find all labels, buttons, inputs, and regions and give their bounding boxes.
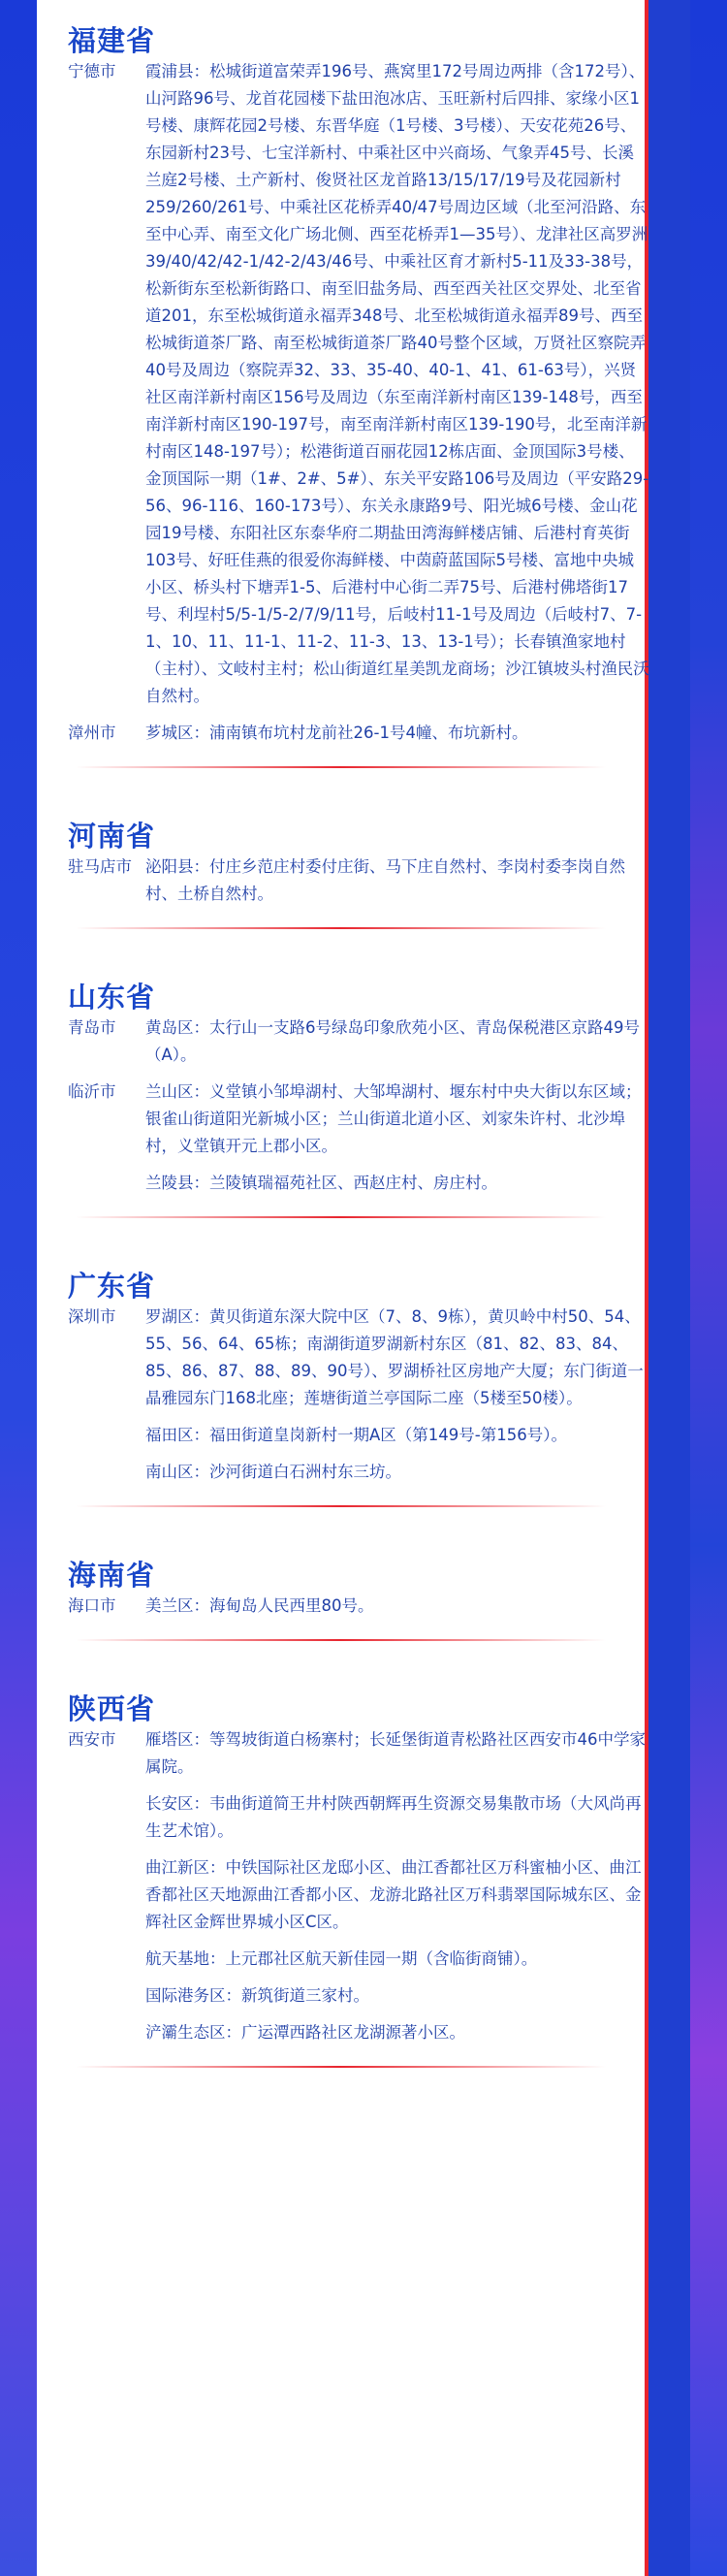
section-divider <box>76 766 606 768</box>
district-text: 泌阳县：付庄乡范庄村委付庄街、马下庄自然村、李岗村委李岗自然村、土桥自然村。 <box>145 857 625 903</box>
district-text: 芗城区：浦南镇布坑村龙前社26-1号4幢、布坑新村。 <box>145 724 528 742</box>
district-list <box>145 1079 649 1197</box>
right-background-band <box>690 0 727 2576</box>
district-text: 福田区：福田街道皇岗新村一期A区（第149号-第156号）。 <box>145 1426 567 1444</box>
district-text: 兰陵县：兰陵镇瑞福苑社区、西赵庄村、房庄村。 <box>145 1174 497 1192</box>
city-name: 深圳市 <box>68 1307 116 1326</box>
city-row <box>68 1079 645 1197</box>
section-divider <box>76 1639 606 1641</box>
district-text: 黄岛区：太行山一支路6号绿岛印象欣苑小区、青岛保税港区京路49号（A）。 <box>145 1018 640 1064</box>
province-section <box>37 795 645 929</box>
section-divider <box>76 2066 606 2068</box>
city-name: 西安市 <box>68 1730 116 1749</box>
district-text: 美兰区：海甸岛人民西里80号。 <box>145 1596 374 1615</box>
city-row <box>68 1304 645 1486</box>
province-section <box>37 956 645 1218</box>
district-text: 国际港务区：新筑街道三家村。 <box>145 1986 369 2005</box>
section-divider <box>76 1216 606 1218</box>
district-text: 长安区：韦曲街道简王井村陕西朝辉再生资源交易集散市场（大风尚再生艺术馆）。 <box>145 1794 642 1840</box>
district-list <box>145 1726 649 2046</box>
district-text: 雁塔区：等驾坡街道白杨寨村；长延堡街道青松路社区西安市46中学家属院。 <box>145 1730 646 1776</box>
section-divider <box>76 927 606 929</box>
city-row <box>68 58 649 710</box>
district-list <box>145 58 649 710</box>
city-name: 临沂市 <box>68 1082 116 1101</box>
province-list <box>37 0 649 2068</box>
province-title: 陕西省 <box>68 1692 156 1725</box>
city-row <box>68 1593 645 1620</box>
district-text: 霞浦县：松城街道富荣弄196号、燕窝里172号周边两排（含172号）、山河路96号、龙首花园楼下盐田泡冰店、玉旺新村后四排、家缘小区1号楼、康辉花园2号楼、东晋华庭（1号楼、3号楼）、天安花苑26号、东园新村23号、七宝洋新村、中乘社区中兴商场、气象弄45号、长溪兰庭2号楼、土产新村、俊贤社区龙首路13/15/17/19号及花园新村259/260/261号、中乘社区花桥弄40/47号周边区域（北至河沿路、东至中心弄、南至文化广场北侧、西至花桥弄1—35号）、龙津社区高罗洲39/40/42/42-1/42-2/43/46号、中乘社区育才新村5-11及33-38号，松新街东至松新街路口、南至旧盐务局、西至西关社区交界处、北至省道201，东至松城街道永福弄348号、北至松城街道永福弄89号、西至松城街道茶厂路、南至松城街道茶厂路40号整个区域，万贤社区察院弄40号及周边（察院弄32、33、35-40、40-1、41、61-63号），兴贤社区南洋新村南区156号及周边（东至南洋新村南区139-148号，西至南洋新村南区190-197号，南至南洋新村南区139-190号，北至南洋新村南区148-197号）；松港街道百丽花园12栋店面、金顶国际3号楼、金顶国际一期（1#、2#、5#）、东关平安路106号及周边（平安路29-56、96-116、160-173号）、东关永康路9号、阳光城6号楼、金山花园19号楼、东阳社区东泰华府二期盐田湾海鲜楼店铺、后港村育英街103号、好旺佳燕的很爱你海鲜楼、中茵蔚蓝国际5号楼、富地中央城小区、桥头村下塘弄1-5、后港村中心街二弄75号、后港村佛塔街17号、利埕村5/5-1/5-2/7/9/11号，后岐村11-1号及周边（后岐村7、7-1、10、11、11-1、11-2、11-3、13、13-1号）；长春镇渔家地村（主村）、文岐村主村；松山街道红星美凯龙商场；沙江镇坡头村渔民沃自然村。 <box>145 62 649 705</box>
city-name: 驻马店市 <box>68 857 132 876</box>
city-name: 海口市 <box>68 1596 116 1615</box>
province-title: 福建省 <box>68 24 156 57</box>
district-list <box>145 853 649 908</box>
province-section <box>37 1245 645 1507</box>
city-row <box>68 853 645 908</box>
district-list <box>145 1304 649 1486</box>
city-name: 宁德市 <box>68 62 116 80</box>
district-list <box>145 1014 649 1069</box>
district-text: 罗湖区：黄贝街道东深大院中区（7、8、9栋），黄贝岭中村50、54、55、56、64、65栋；南湖街道罗湖新村东区（81、82、83、84、85、86、87、88、89、90号）、罗湖桥社区房地产大厦；东门街道一晶雅园东门168北座；莲塘街道兰亭国际二座（5楼至50楼）。 <box>145 1307 644 1407</box>
section-divider <box>76 1505 606 1507</box>
content-card <box>37 0 649 2576</box>
district-text: 曲江新区：中铁国际社区龙邸小区、曲江香都社区万科蜜柚小区、曲江香都社区天地源曲江香都小区、龙游北路社区万科翡翠国际城东区、金辉社区金辉世界城小区C区。 <box>145 1858 642 1931</box>
province-section <box>37 0 649 768</box>
province-title: 山东省 <box>68 981 156 1014</box>
province-section <box>37 1534 645 1641</box>
district-text: 兰山区：义堂镇小邹埠湖村、大邹埠湖村、堰东村中央大街以东区域；银雀山街道阳光新城小区；兰山街道北道小区、刘家朱许村、北沙埠村，义堂镇开元上郡小区。 <box>145 1082 642 1155</box>
district-list <box>145 1593 649 1620</box>
province-section <box>37 1668 645 2068</box>
city-name: 漳州市 <box>68 724 116 742</box>
city-row <box>68 720 645 747</box>
left-background-band <box>0 0 37 2576</box>
province-title: 河南省 <box>68 820 156 853</box>
city-name: 青岛市 <box>68 1018 116 1037</box>
city-row <box>68 1726 645 2046</box>
district-text: 浐灞生态区：广运潭西路社区龙湖源著小区。 <box>145 2023 465 2042</box>
district-list <box>145 720 649 747</box>
district-text: 航天基地：上元郡社区航天新佳园一期（含临街商铺）。 <box>145 1949 538 1968</box>
province-title: 海南省 <box>68 1559 156 1592</box>
province-title: 广东省 <box>68 1270 156 1303</box>
district-text: 南山区：沙河街道白石洲村东三坊。 <box>145 1463 401 1481</box>
city-row <box>68 1014 645 1069</box>
